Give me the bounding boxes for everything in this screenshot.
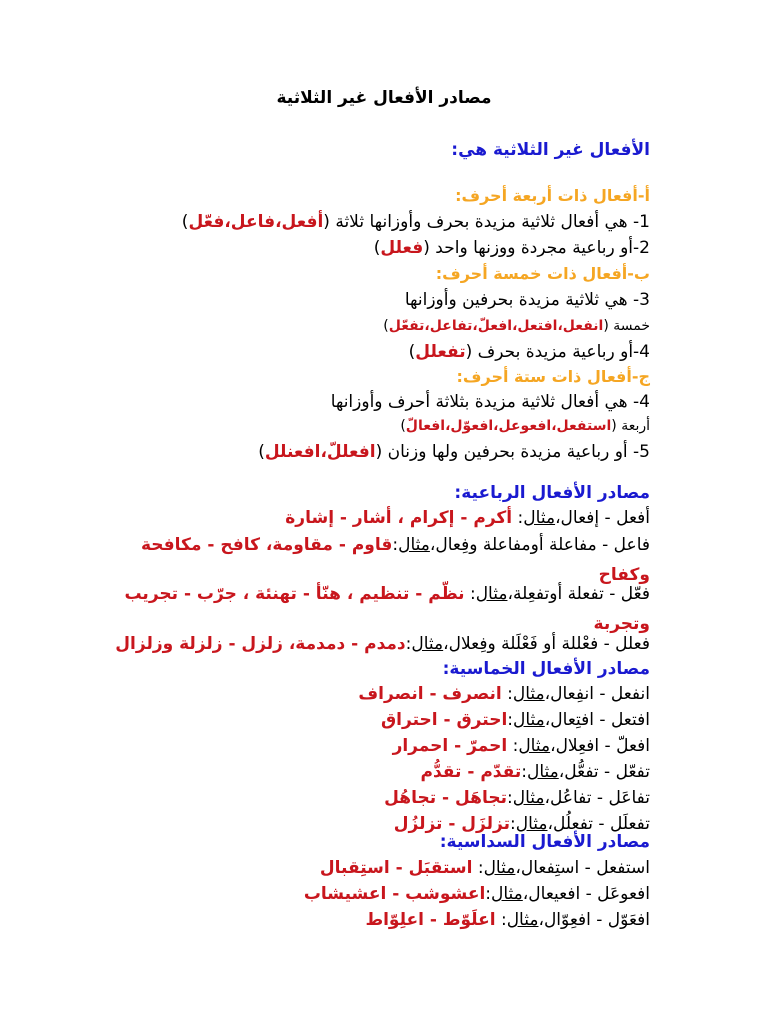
five-row-5 <box>110 788 650 808</box>
five-row-1-examples: انصرف - انصراف <box>358 684 502 704</box>
five-row-4-pattern: تفعّل - تفعُّل، <box>558 762 650 782</box>
colon: : <box>507 684 513 704</box>
close-paren: ) <box>400 418 406 434</box>
line-a2 <box>110 238 650 258</box>
five-row-4 <box>110 762 650 782</box>
colon: : <box>500 910 507 930</box>
six-row-2-pattern: افعوعَل - افعيعال، <box>522 884 650 904</box>
five-row-1 <box>110 684 650 704</box>
five-heading: مصادر الأفعال الخماسية: <box>442 659 650 679</box>
line-c5-text: 5- أو رباعية مزيدة بحرفين ولها وزنان ( <box>375 442 650 462</box>
line-a2-text: 2-أو رباعية مجردة ووزنها واحد ( <box>423 238 650 258</box>
line-b3b <box>110 318 650 334</box>
five-row-3 <box>110 736 650 756</box>
line-c4: 4- هي أفعال ثلاثية مزيدة بثلاثة أحرف وأوزانها <box>330 392 650 412</box>
line-b3b-text: خمسة ( <box>603 318 650 334</box>
colon: : <box>521 762 527 782</box>
section-a-heading: أ-أفعال ذات أربعة أحرف: <box>455 186 650 205</box>
quad-row-1-pattern: أفعل - إفعال، <box>555 508 650 528</box>
colon: : <box>517 508 524 528</box>
line-c5-patterns: افعللّ،افعنلل <box>264 442 376 462</box>
colon: : <box>392 535 399 555</box>
example-word: مثال <box>512 788 545 808</box>
five-row-1-pattern: انفعل - انفِعال، <box>544 684 650 704</box>
example-word: مثال <box>526 762 559 782</box>
line-b4-patterns: تفعلل <box>415 342 466 362</box>
five-row-6-pattern: تفعلَل - تفعلُل، <box>547 814 650 834</box>
example-word: مثال <box>491 884 523 904</box>
example-word: مثال <box>506 910 539 930</box>
five-row-5-examples: تجاهَل - تجاهُل <box>384 788 507 808</box>
five-row-3-pattern: افعلّ - افعِلال، <box>550 736 650 756</box>
quad-row-4-examples: دمدم - دمدمة، زلزل - زلزلة وزلزال <box>115 634 406 654</box>
line-c4b-text: أربعة ( <box>611 418 650 434</box>
colon: : <box>507 710 514 730</box>
example-word: مثال <box>512 684 545 704</box>
page-title: مصادر الأفعال غير الثلاثية <box>276 88 492 108</box>
quad-heading: مصادر الأفعال الرباعية: <box>454 483 650 503</box>
five-row-4-examples: تقدّم - تقدُّم <box>420 762 522 782</box>
quad-row-3-pattern: فعّل - تفعلة أوتفعِلة، <box>507 584 650 604</box>
example-word: مثال <box>518 736 551 756</box>
close-paren: ) <box>258 442 265 462</box>
line-a1-text: 1- هي أفعال ثلاثية مزيدة بحرف وأوزانها ثلاثة ( <box>323 212 650 232</box>
six-row-1-pattern: استفعل - استِفعال، <box>515 858 650 878</box>
colon: : <box>506 788 513 808</box>
six-heading: مصادر الأفعال السداسية: <box>439 832 650 852</box>
line-a1-patterns: أفعل،فاعل،فعّل <box>188 212 324 232</box>
line-a2-patterns: فعلل <box>380 238 424 258</box>
line-c5 <box>110 442 650 462</box>
close-paren: ) <box>181 212 189 232</box>
quad-row-2-pattern: فاعل - مفاعلة أومفاعلة وفِعال، <box>429 535 650 555</box>
example-word: مثال <box>515 814 548 834</box>
six-row-1-examples: استقبَل - استِقبال <box>319 858 473 878</box>
six-row-3-examples: اعلَوّط - اعلِوّاط <box>365 910 496 930</box>
quad-row-3 <box>110 579 650 639</box>
line-a1 <box>110 212 650 232</box>
quad-row-4-pattern: فعلل - فعْللة أو فَعْلَلة وفِعلال، <box>443 634 650 654</box>
example-word: مثال <box>411 634 444 654</box>
six-row-3-pattern: افعَوّل - افعِوّال، <box>538 910 650 930</box>
five-row-2-examples: احترق - احتراق <box>380 710 508 730</box>
six-row-1 <box>110 858 650 878</box>
six-row-2 <box>110 884 650 904</box>
close-paren: ) <box>373 238 381 258</box>
line-c4b-patterns: استفعل،افعوعل،افعوّل،افعالّ <box>405 418 612 434</box>
five-row-2-pattern: افتعل - افتِعال، <box>544 710 650 730</box>
six-row-2-examples: اعشوشب - اعشيشاب <box>303 884 486 904</box>
line-c4b <box>110 418 650 434</box>
quad-row-2-examples: قاوم - مقاومة، كافح - مكافحة وكفاح <box>140 535 650 585</box>
five-row-5-pattern: تفاعَل - تفاعُل، <box>544 788 650 808</box>
line-b4 <box>110 342 650 362</box>
section-b-heading: ب-أفعال ذات خمسة أحرف: <box>435 264 650 283</box>
five-row-2 <box>110 710 650 730</box>
colon: : <box>469 584 476 604</box>
example-word: مثال <box>398 535 430 555</box>
quad-row-3-examples: نظّم - تنظيم ، هنّأ - تهنئة ، جرّب - تجريب وتجربة <box>124 584 650 634</box>
six-row-3 <box>110 910 650 930</box>
close-paren: ) <box>383 318 389 334</box>
intro-heading: الأفعال غير الثلاثية هي: <box>451 140 650 160</box>
five-row-3-examples: احمرّ - احمرار <box>392 736 508 756</box>
quad-row-1 <box>110 508 650 528</box>
example-word: مثال <box>513 710 545 730</box>
colon: : <box>509 814 516 834</box>
close-paren: ) <box>408 342 416 362</box>
quad-row-4 <box>110 634 650 654</box>
colon: : <box>477 858 484 878</box>
five-row-6 <box>110 814 650 834</box>
section-c-heading: ج-أفعال ذات ستة أحرف: <box>456 367 650 386</box>
line-b4-text: 4-أو رباعية مزيدة بحرف ( <box>465 342 650 362</box>
colon: : <box>405 634 412 654</box>
colon: : <box>485 884 492 904</box>
example-word: مثال <box>483 858 516 878</box>
five-row-6-examples: تزلزَل - تزلزُل <box>393 814 510 834</box>
example-word: مثال <box>523 508 556 528</box>
line-b3: 3- هي ثلاثية مزيدة بحرفين وأوزانها <box>404 290 650 310</box>
example-word: مثال <box>475 584 508 604</box>
quad-row-1-examples: أكرم - إكرام ، أشار - إشارة <box>285 508 513 528</box>
colon: : <box>512 736 519 756</box>
line-b3b-patterns: انفعل،افتعل،افعلّ،تفاعل،تفعّل <box>388 318 604 334</box>
